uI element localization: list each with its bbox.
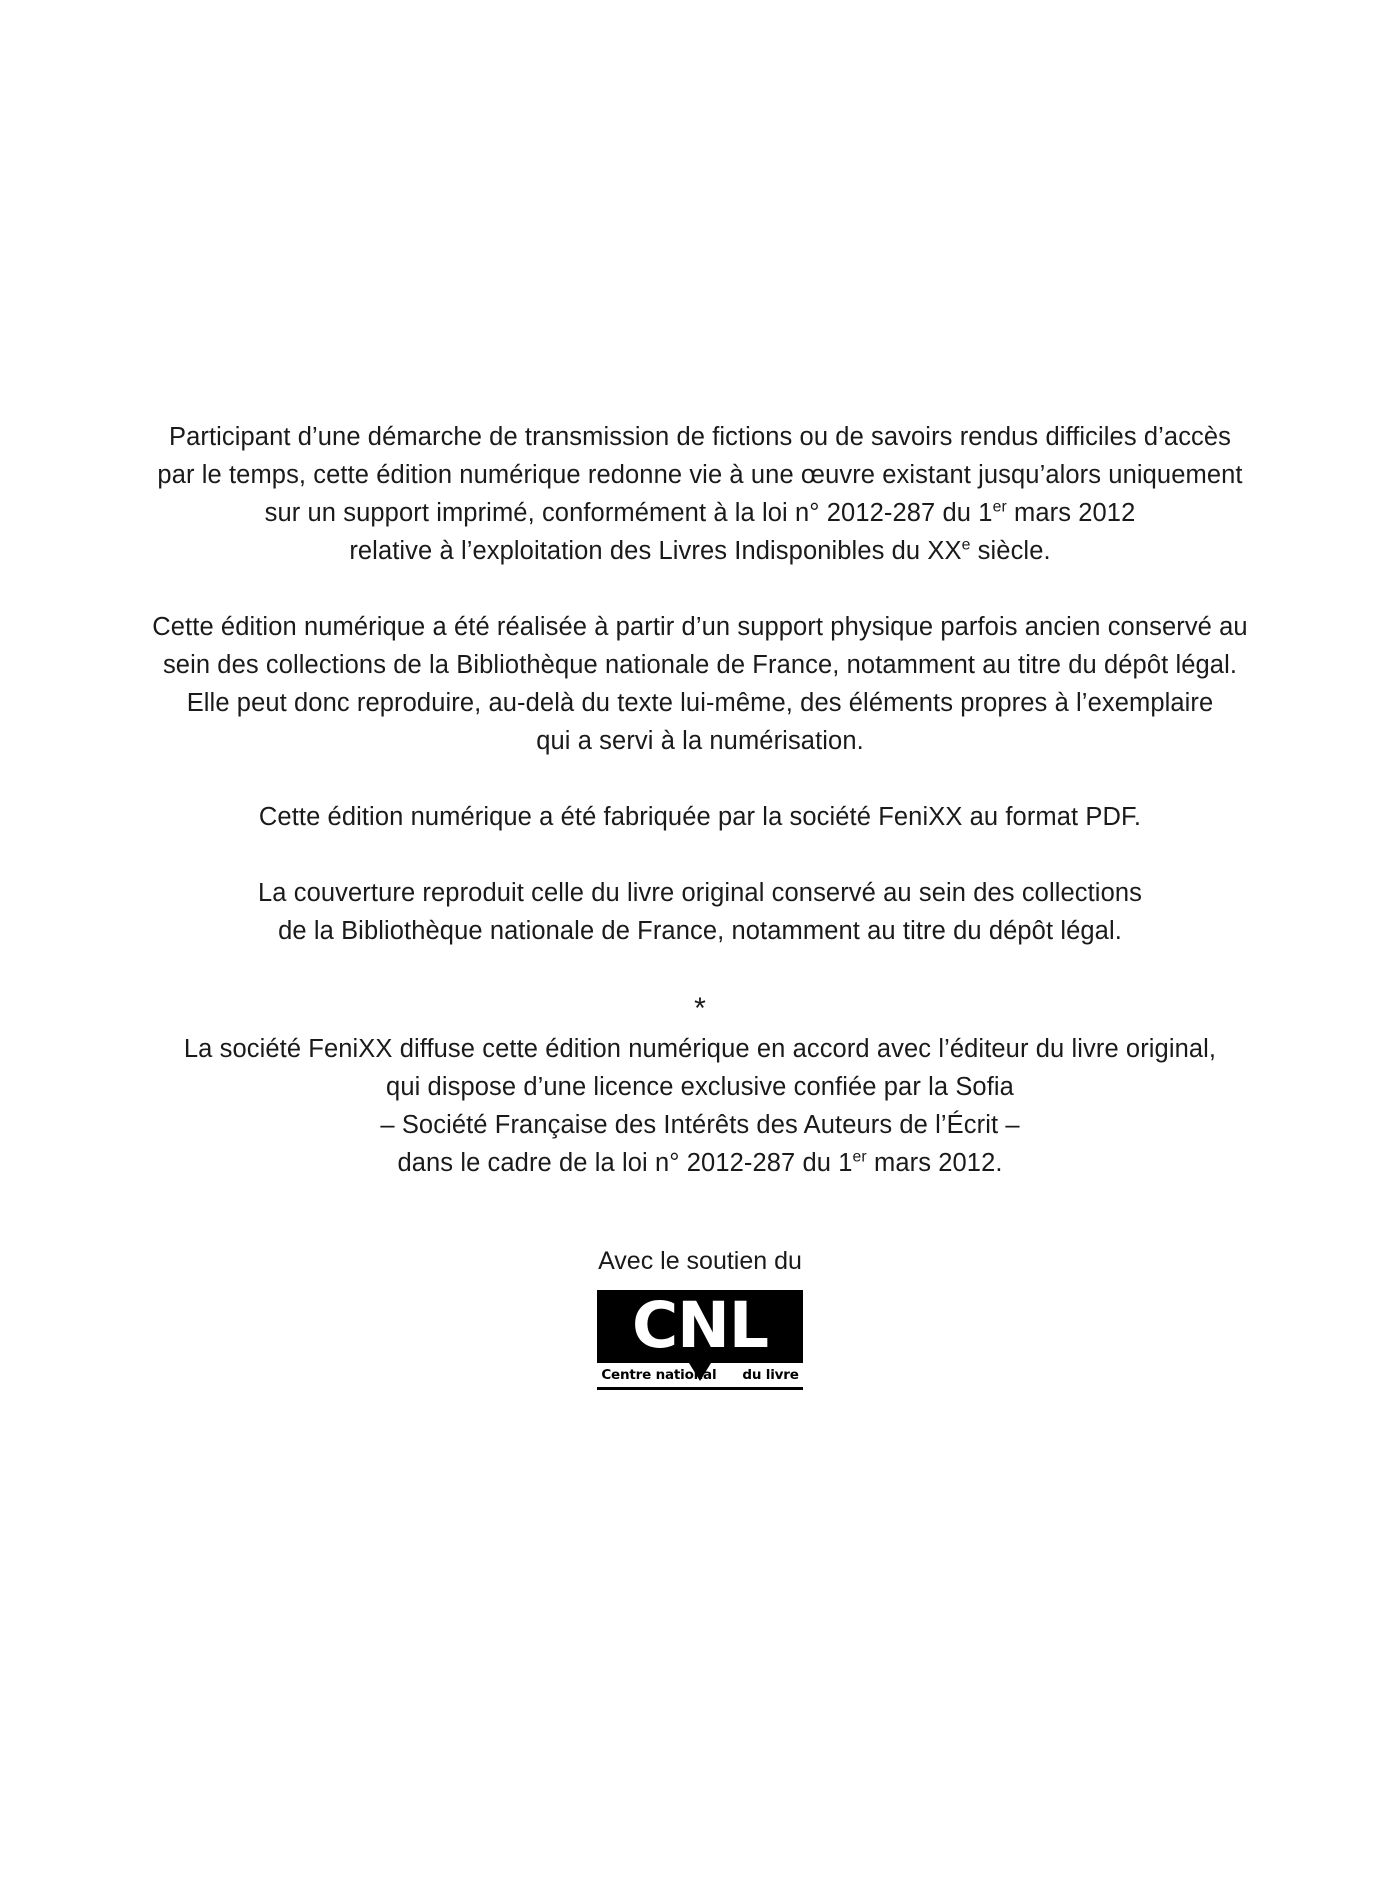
document-content (0, 418, 1400, 1390)
paragraph-line: qui a servi à la numérisation. (536, 727, 864, 755)
cnl-triangle-icon (689, 1363, 711, 1381)
paragraph-couverture (135, 874, 1265, 950)
paragraph-line: qui dispose d’une licence exclusive confiée par la Sofia (386, 1073, 1014, 1101)
paragraph-line: sein des collections de la Bibliothèque nationale de France, notamment au titre du dépôt légal. (162, 651, 1238, 679)
support-logo-block (0, 1246, 1400, 1390)
paragraph-line-text: mars 2012 (1006, 499, 1136, 527)
cnl-subtitle-left: Centre national (601, 1367, 717, 1383)
paragraph-line (135, 1144, 1265, 1182)
paragraph-line: Participant d’une démarche de transmission de fictions ou de savoirs rendus difficiles d’accès (168, 423, 1232, 451)
superscript-er: er (992, 498, 1007, 516)
paragraph-line-text: mars 2012. (866, 1149, 1003, 1177)
cnl-subtitle-inner (597, 1363, 802, 1387)
paragraph-line-text: relative à l’exploitation des Livres Indisponibles du XX (349, 537, 962, 565)
paragraph-diffusion (135, 1030, 1265, 1182)
cnl-logo-icon (597, 1290, 803, 1390)
paragraph-line: La couverture reproduit celle du livre original conservé au sein des collections (258, 879, 1142, 907)
cnl-subtitle (597, 1363, 803, 1385)
cnl-letters: CNL (631, 1289, 769, 1362)
paragraph-line: Cette édition numérique a été réalisée à partir d’un support physique parfois ancien conservé au (152, 613, 1248, 641)
section-separator: * (694, 992, 706, 1025)
paragraph-line: de la Bibliothèque nationale de France, notamment au titre du dépôt légal. (278, 917, 1122, 945)
logo-caption: Avec le soutien du (598, 1247, 802, 1275)
paragraph-support-physique (135, 608, 1265, 760)
paragraph-fabrication (135, 798, 1265, 836)
paragraph-line: Elle peut donc reproduire, au-delà du texte lui-même, des éléments propres à l’exemplaire (186, 689, 1214, 717)
paragraph-line-text: siècle. (970, 537, 1051, 565)
paragraph-line (135, 532, 1265, 570)
superscript-er: er (852, 1148, 867, 1166)
paragraph-line: – Société Française des Intérêts des Auteurs de l’Écrit – (380, 1111, 1020, 1139)
superscript-e: e (961, 536, 971, 554)
paragraph-line-text: sur un support imprimé, conformément à la loi n° 2012-287 du 1 (264, 499, 993, 527)
paragraph-line: Cette édition numérique a été fabriquée par la société FeniXX au format PDF. (258, 803, 1142, 831)
paragraph-transmission (135, 418, 1265, 570)
paragraph-line: par le temps, cette édition numérique redonne vie à une œuvre existant jusqu’alors uniquement (157, 461, 1243, 489)
paragraph-line: La société FeniXX diffuse cette édition numérique en accord avec l’éditeur du livre original, (183, 1035, 1217, 1063)
cnl-subtitle-right: du livre (742, 1367, 799, 1383)
paragraph-line-text: dans le cadre de la loi n° 2012-287 du 1 (397, 1149, 853, 1177)
paragraph-line (135, 494, 1265, 532)
